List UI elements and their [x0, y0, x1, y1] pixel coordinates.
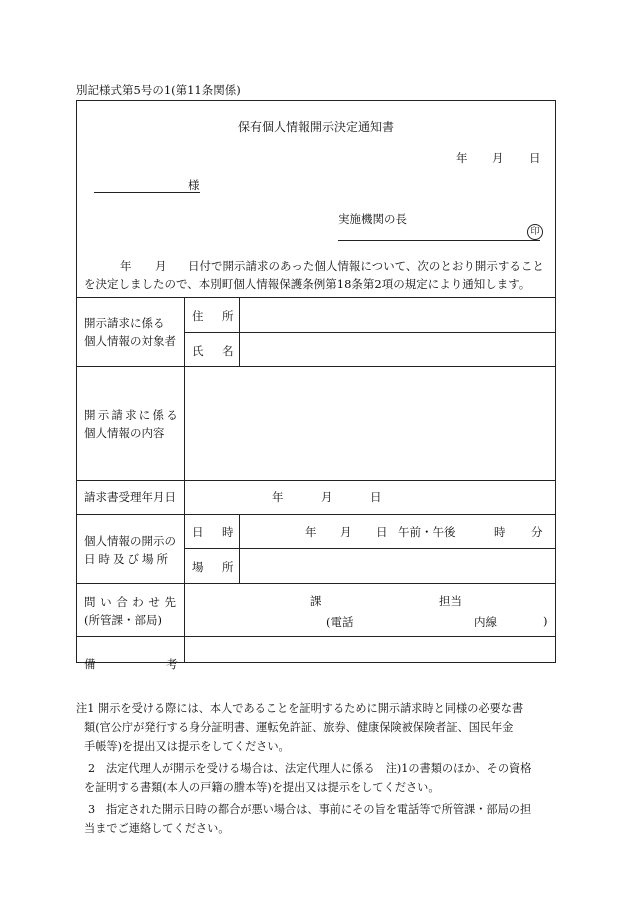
note1-line3: 手帳等)を提出又は提示をしてください。: [84, 740, 290, 753]
disclosure-ampm: 午前・午後: [398, 525, 456, 539]
place-label-b: 所: [222, 560, 234, 574]
contact-close: ): [543, 614, 548, 628]
seal-mark: 印: [527, 224, 543, 240]
place-label-a: 場: [192, 560, 204, 574]
address-field[interactable]: [242, 300, 552, 328]
received-year: 年: [272, 490, 284, 504]
remarks-label-a: 備: [84, 657, 96, 671]
contact-person: 担当: [439, 594, 462, 608]
body-year: 年: [120, 259, 132, 273]
addressee-suffix: 様: [188, 178, 200, 192]
sublabel-divider: [239, 297, 240, 366]
received-label: 請求書受理年月日: [84, 490, 176, 504]
note2-marker: 2: [88, 762, 96, 775]
note3-line1: 指定された開示日時の都合が悪い場合は、事前にその旨を電話等で所管課・部局の担: [106, 803, 532, 816]
note2-line2: を証明する書類(本人の戸籍の謄本等)を提出又は提示をしてください。: [84, 781, 440, 794]
place-field[interactable]: [242, 551, 552, 579]
address-label-a: 住: [192, 309, 204, 323]
disclosure-hour: 時: [494, 525, 506, 539]
note1-line2: 類(官公庁が発行する身分証明書、運転免許証、旅券、健康保険被保険者証、国民年金: [84, 721, 514, 734]
disclosure-minute: 分: [531, 525, 543, 539]
body-text-line1: 日付で開示請求のあった個人情報について、次のとおり開示すること: [188, 259, 544, 273]
label-column-divider: [184, 297, 185, 663]
name-label-a: 氏: [192, 344, 204, 358]
note1-marker: 注1: [76, 702, 95, 715]
contact-label-line2: (所管課・部局): [84, 613, 162, 627]
issuer-label: 実施機関の長: [338, 212, 407, 226]
issue-date-day: 日: [529, 151, 541, 165]
body-text-line2: を決定しましたので、本別町個人情報保護条例第18条第2項の規定により通知します。: [84, 277, 531, 291]
issuer-line: [338, 240, 540, 241]
remarks-label-b: 考: [166, 657, 178, 671]
content-label-line2: 個人情報の内容: [84, 426, 165, 440]
disclosure-label-line2: 日時及び場所: [84, 552, 171, 566]
addressee-line: [94, 192, 200, 193]
issue-date-month: 月: [492, 151, 504, 165]
row-divider: [76, 480, 556, 481]
subject-label-line2: 個人情報の対象者: [84, 334, 176, 348]
received-day: 日: [370, 490, 382, 504]
issue-date-year: 年: [456, 151, 468, 165]
form-reference: 別記様式第5号の1(第11条関係): [76, 83, 241, 97]
contact-label-line1: 問い合わせ先: [84, 595, 181, 609]
document-title: 保有個人情報開示決定通知書: [237, 120, 394, 134]
contact-extension: 内線: [474, 615, 497, 629]
row-divider: [76, 366, 556, 367]
row-divider: [76, 636, 556, 637]
address-label-b: 所: [222, 309, 234, 323]
note3-marker: 3: [88, 803, 96, 816]
name-field[interactable]: [242, 335, 552, 363]
note3-line2: 当までご連絡してください。: [84, 822, 230, 835]
disclosure-label-line1: 個人情報の開示の: [84, 534, 176, 548]
disclosure-year: 年: [305, 525, 317, 539]
datetime-label-a: 日: [192, 525, 204, 539]
note2-line1: 法定代理人が開示を受ける場合は、法定代理人に係る 注)1の書類のほか、その資格: [106, 762, 532, 775]
body-month: 月: [155, 259, 167, 273]
row-divider: [76, 583, 556, 584]
content-field[interactable]: [188, 370, 552, 476]
name-label-b: 名: [222, 344, 234, 358]
row-divider: [76, 514, 556, 515]
disclosure-month: 月: [340, 525, 352, 539]
note1-line1: 開示を受ける際には、本人であることを証明するために開示請求時と同様の必要な書: [98, 702, 524, 715]
datetime-label-b: 時: [222, 525, 234, 539]
contact-section: 課: [310, 594, 322, 608]
contact-phone: (電話: [326, 615, 354, 629]
disclosure-day: 日: [376, 525, 388, 539]
remarks-field[interactable]: [188, 640, 552, 660]
table-top-line: [76, 297, 556, 298]
content-label-line1: 開示請求に係る: [84, 408, 180, 422]
sublabel-divider: [239, 514, 240, 583]
received-month: 月: [321, 490, 333, 504]
subject-label-line1: 開示請求に係る: [84, 316, 165, 330]
